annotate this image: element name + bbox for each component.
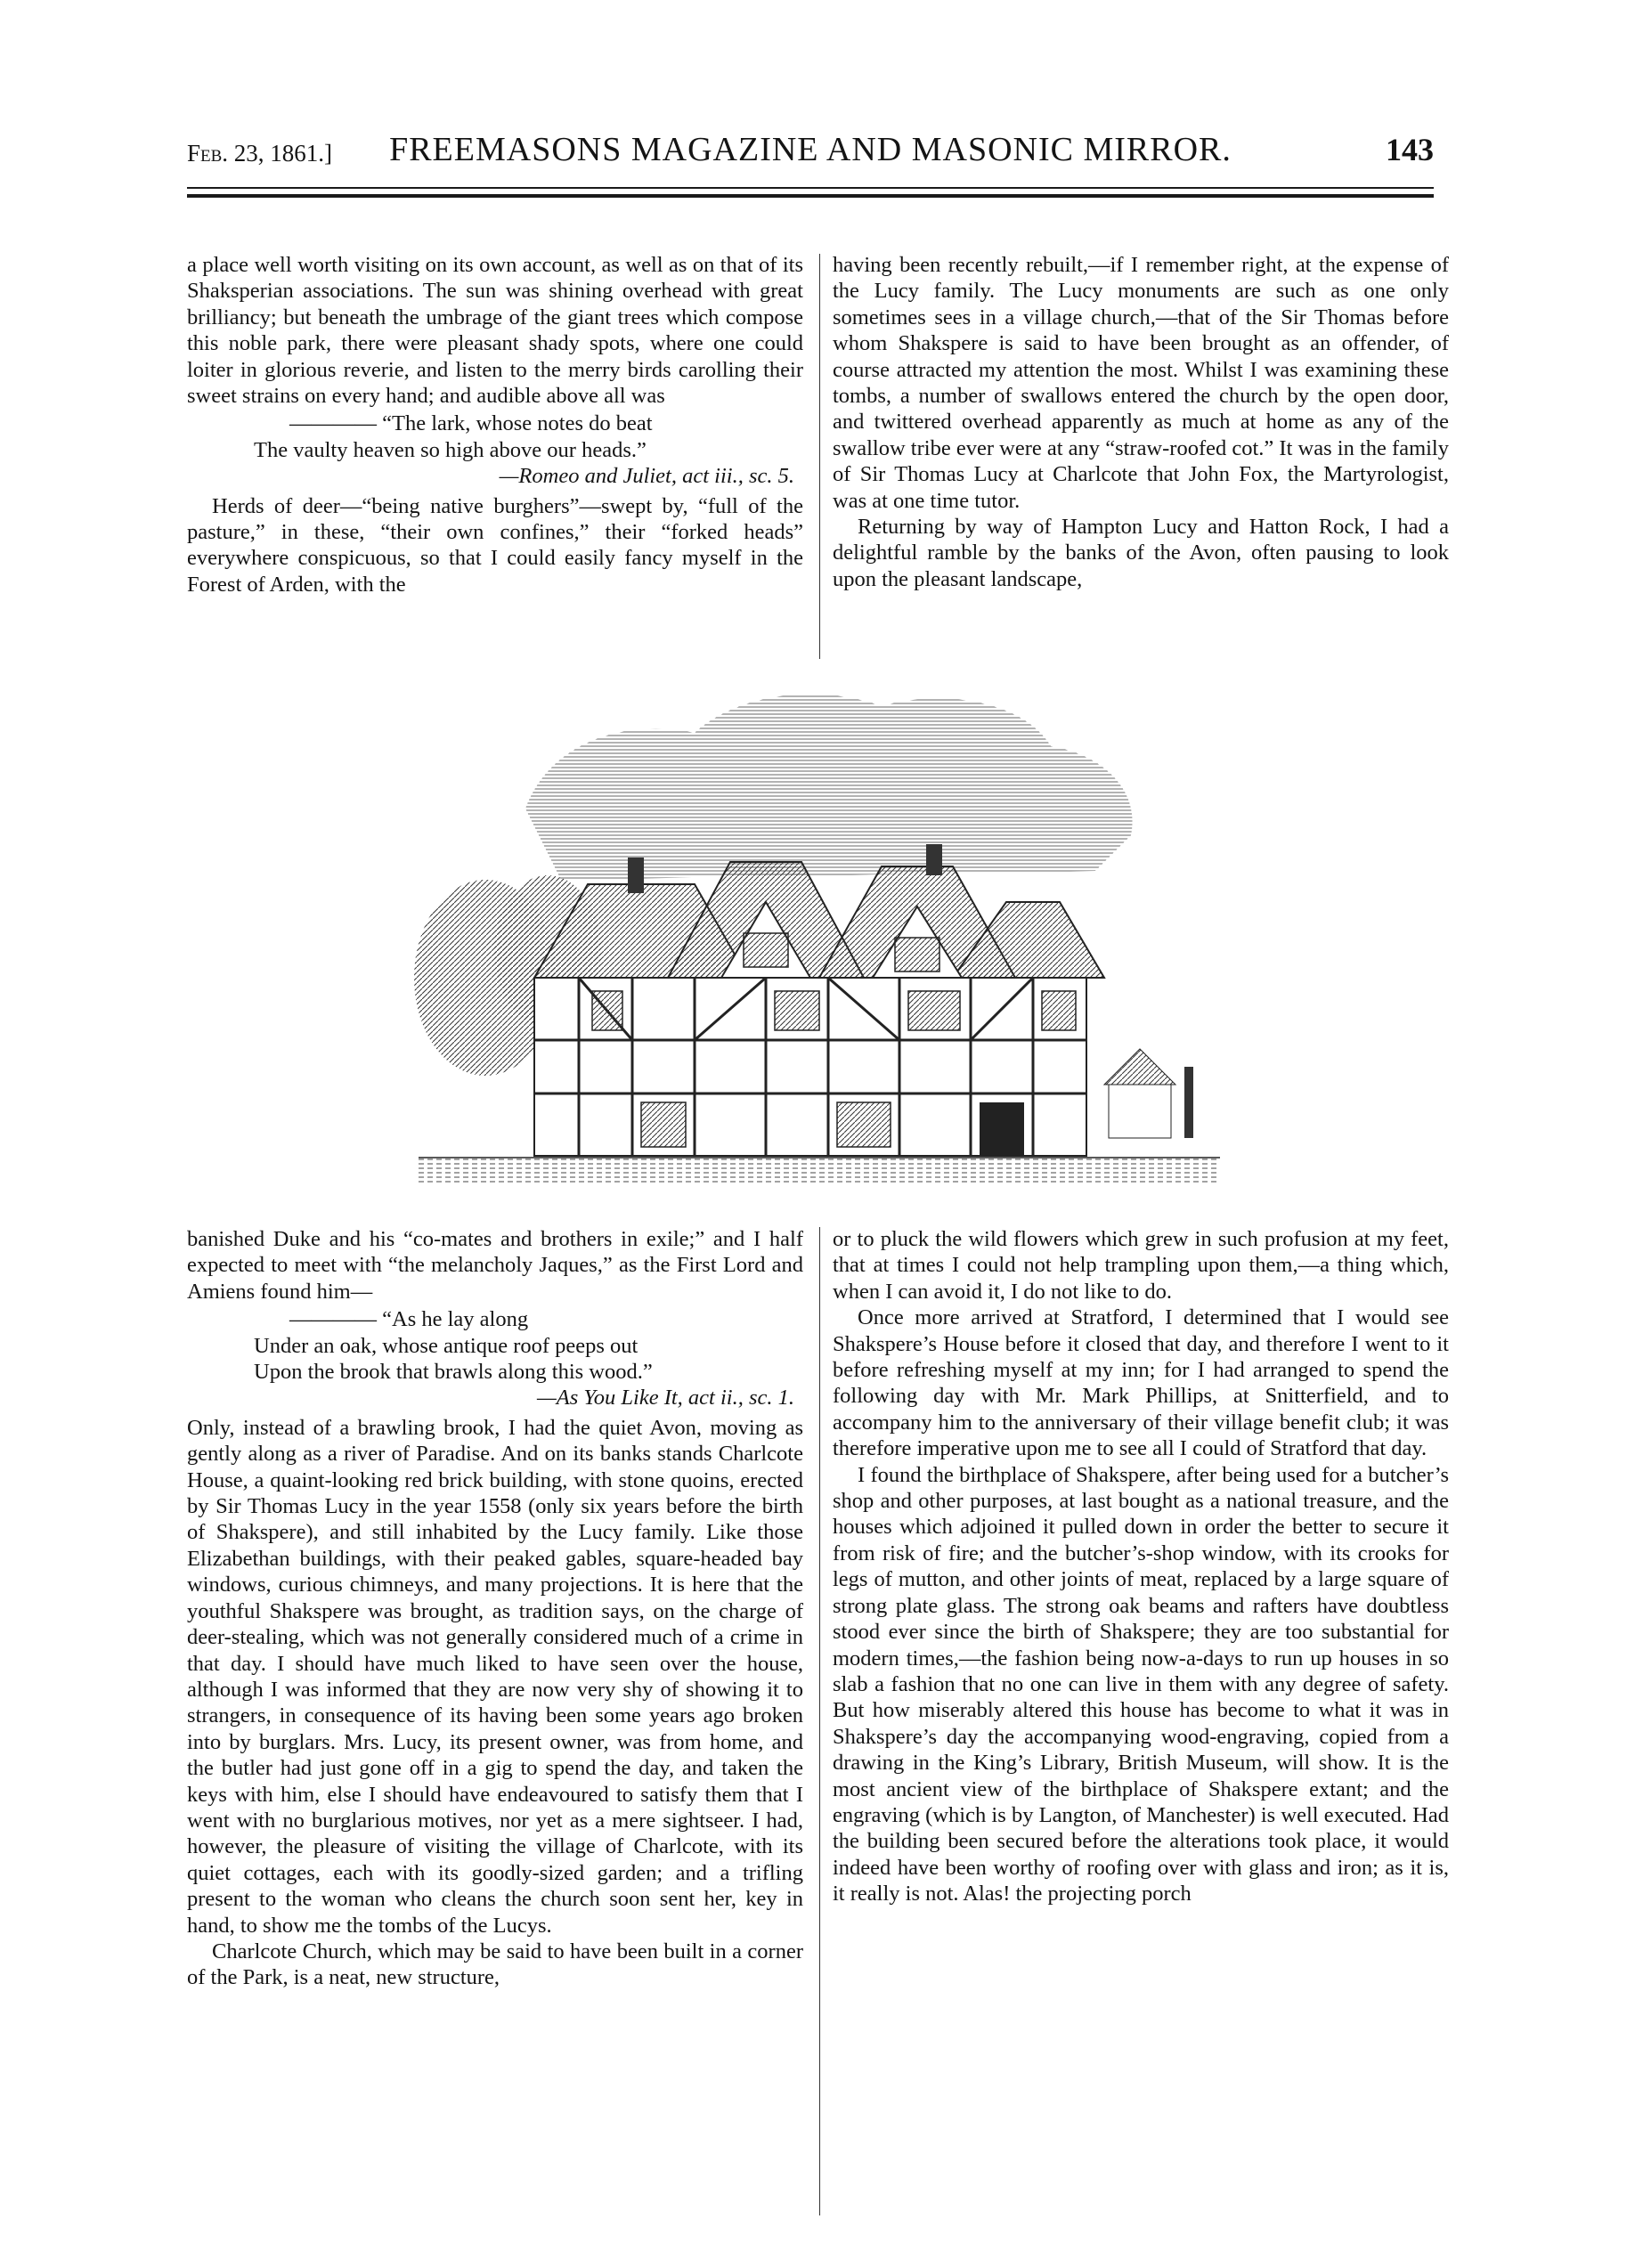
page-number: 143 xyxy=(1386,132,1434,167)
quotation-as-you-like-it xyxy=(254,1306,803,1411)
paragraph: I found the birthplace of Shakspere, after being used for a butcher’s shop and other purposes, at last bought as a national treasure, and the houses which adjoined it pulled down in order the better to secure it from risk of fire; and the butcher’s-shop window, with its crooks for legs of mutton, and other joints of meat, replaced by a large square of strong plate glass. The strong oak beams and rafters have doubtless stood ever since the birth of Shakspere; they are too substantial for modern times,—the fashion being now-a-days to run up houses in so slab a fashion that no one can live in them with any degree of safety. But how miserably altered this house has become to what it was in Shakspere’s day the accompanying wood-engraving, copied from a drawing in the King’s Library, British Museum, will show. It is the most ancient view of the birthplace of Shakspere extant; and the engraving (which is by Langton, of Manchester) is well executed. Had the building been secured before the alterations took place, it would indeed have been worthy of roofing over with glass and iron; as it is, it really is not. Alas! the projecting porch xyxy=(833,1462,1449,1906)
header-rule-thick xyxy=(187,194,1434,198)
quotation-romeo-juliet xyxy=(254,411,803,489)
column-divider-top xyxy=(819,254,820,659)
column-bottom-right xyxy=(833,1226,1449,1907)
paragraph: Herds of deer—“being native burghers”—swept by, “full of the pasture,” in these, “their own confines,” their “forked heads” everywhere conspicuous, so that I could easily fancy myself in the Forest of Arden, with the xyxy=(187,493,803,597)
verse-line: ———— “The lark, whose notes do beat xyxy=(289,411,653,436)
column-bottom-left xyxy=(187,1226,803,1991)
verse-line: ———— “As he lay along xyxy=(289,1307,529,1332)
running-header xyxy=(187,123,1434,176)
verse-line: Upon the brook that brawls along this wood.” xyxy=(254,1360,653,1385)
paragraph: Only, instead of a brawling brook, I had the quiet Avon, moving as gently along as a river of Paradise. And on its banks stands Charlcote House, a quaint-looking red brick building, with stone quoins, erected by Sir Thomas Lucy in the year 1558 (only six years before the birth of Shakspere), and still inhabited by the Lucy family. Like those Elizabethan buildings, with their peaked gables, square-headed bay windows, curious chimneys, and many projections. It is here that the youthful Shakspere was brought, as tradition says, on the charge of deer-stealing, which was not generally considered much of a crime in that day. I should have much liked to have seen over the house, although I was informed that they are now very shy of showing it to strangers, in consequence of its having been some years ago broken into by burglars. Mrs. Lucy, its present owner, was from home, and the butler had just gone off in a gig to spend the day, and taken the keys with him, else I should have endeavoured to satisfy them that I went with no burglarious motives, nor yet as a mere sightseer. I had, however, the pleasure of visiting the village of Charlcote, with its quiet cottages, each with its goodly-sized garden; and a trifling present to the woman who cleans the church soon sent her, key in hand, to show me the tombs of the Lucys. xyxy=(187,1415,803,1938)
column-divider-bottom xyxy=(819,1227,820,2215)
quotation-source: —Romeo and Juliet, act iii., sc. 5. xyxy=(499,464,794,489)
column-top-left xyxy=(187,252,803,597)
column-top-right xyxy=(833,252,1449,592)
timber-framed-house-engraving-icon xyxy=(401,684,1238,1187)
paragraph: banished Duke and his “co-mates and brothers in exile;” and I half expected to meet with “the melancholy Jaques,” as the First Lord and Amiens found him— xyxy=(187,1227,803,1304)
paragraph: Returning by way of Hampton Lucy and Hatton Rock, I had a delightful ramble by the banks of the Avon, often pausing to look upon the pleasant landscape, xyxy=(833,515,1449,591)
paragraph: or to pluck the wild flowers which grew in such profusion at my feet, that at times I could not help trampling upon them,—a thing which, when I can avoid it, I do not like to do. xyxy=(833,1227,1449,1304)
verse-line: Under an oak, whose antique roof peeps out xyxy=(254,1333,638,1358)
paragraph: Once more arrived at Stratford, I determined that I would see Shakspere’s House before it closed that day, and therefore I went to it before refreshing myself at my inn; for I had arranged to spend the following day with Mr. Mark Phillips, at Snitterfield, and to accompany him to the anniversary of their village benefit club; it was therefore imperative upon me to see all I could of Stratford that day. xyxy=(833,1305,1449,1461)
verse-line: The vaulty heaven so high above our heads.” xyxy=(254,437,647,462)
paragraph: Charlcote Church, which may be said to have been built in a corner of the Park, is a neat, new structure, xyxy=(187,1939,803,1990)
paragraph: having been recently rebuilt,—if I remember right, at the expense of the Lucy family. The Lucy monuments are such as one only sometimes sees in a village church,—that of the Sir Thomas before whom Shakspere is said to have been brought as an offender, of course attracted my attention the most. Whilst I was examining these tombs, a number of swallows entered the church by the open door, and twittered overhead apparently as much at home as any of the swallow tribe ever were at any “straw-roofed cot.” It was in the family of Sir Thomas Lucy at Charlcote that John Fox, the Martyrologist, was at one time tutor. xyxy=(833,253,1449,513)
quotation-source: —As You Like It, act ii., sc. 1. xyxy=(536,1386,794,1410)
paragraph: a place well worth visiting on its own account, as well as on that of its Shaksperian associations. The sun was shining overhead with great brilliancy; but beneath the umbrage of the giant trees which compose this noble park, there were pleasant shady spots, where one could loiter in glorious reverie, and listen to the merry birds carolling their sweet strains on every hand; and audible above all was xyxy=(187,253,803,409)
header-rule-thin xyxy=(187,187,1434,189)
issue-date: Feb. 23, 1861.] xyxy=(187,140,333,167)
magazine-title: FREEMASONS MAGAZINE AND MASONIC MIRROR. xyxy=(389,131,1232,168)
